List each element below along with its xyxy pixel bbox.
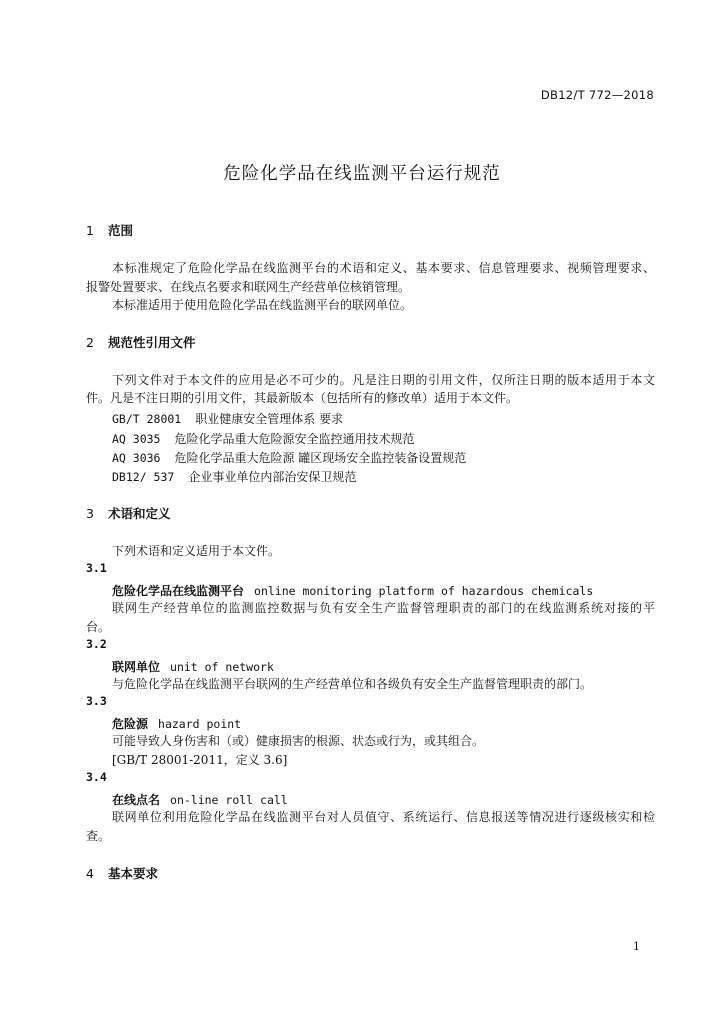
paragraph-line: 下列文件对于本文件的应用是必不可少的。凡是注日期的引用文件，仅所注日期的版本适用于本文 [112, 373, 655, 387]
paragraph-line: 下列术语和定义适用于本文件。 [112, 544, 281, 558]
section-heading-2 [86, 333, 196, 351]
paragraph-line: 本标准适用于使用危险化学品在线监测平台的联网单位。 [112, 298, 413, 312]
paragraph-line: 报警处置要求、在线点名要求和联网生产经营单位核销管理。 [86, 280, 411, 294]
term-definition: 联网单位利用危险化学品在线监测平台对人员值守、系统运行、信息报送等情况进行逐级核实和检 [112, 810, 655, 824]
section-number: 1 [86, 223, 94, 238]
term-definition: 查。 [86, 829, 111, 843]
page-number: 1 [633, 940, 640, 953]
term-name-en: on-line roll call [170, 793, 288, 807]
term-entry [112, 789, 288, 808]
reference-code: AQ 3035 [112, 432, 161, 446]
section-title: 术语和定义 [108, 506, 171, 521]
term-source: [GB/T 28001-2011，定义 3.6] [112, 753, 288, 767]
reference-title: 企业事业单位内部治安保卫规范 [188, 470, 357, 484]
section-heading-3 [86, 504, 171, 522]
reference-title: 危险化学品重大危险源安全监控通用技术规范 [174, 432, 415, 446]
term-entry [112, 713, 241, 732]
term-definition: 联网生产经营单位的监测监控数据与负有安全生产监督管理职责的部门的在线监测系统对接的平 [112, 601, 655, 615]
term-name-en: unit of network [170, 660, 274, 674]
term-name-zh: 联网单位 [112, 660, 161, 674]
paragraph-line: 件。凡是不注日期的引用文件，其最新版本（包括所有的修改单）适用于本文件。 [86, 391, 519, 405]
term-number: 3.2 [86, 637, 107, 651]
reference-code: AQ 3036 [112, 451, 161, 465]
section-heading-4 [86, 864, 158, 882]
term-entry [112, 656, 274, 675]
section-number: 2 [86, 335, 94, 350]
section-number: 4 [86, 866, 94, 881]
reference-code: DB12/ 537 [112, 470, 175, 484]
term-number: 3.3 [86, 694, 107, 708]
term-name-zh: 在线点名 [112, 793, 161, 807]
page-title: 危险化学品在线监测平台运行规范 [223, 164, 501, 184]
term-definition: 可能导致人身伤害和（或）健康损害的根源、状态或行为，或其组合。 [112, 734, 485, 748]
section-title: 规范性引用文件 [108, 335, 196, 350]
section-title: 基本要求 [108, 866, 159, 881]
term-number: 3.1 [86, 561, 107, 575]
reference-code: GB/T 28001 [112, 412, 182, 426]
term-name-zh: 危险化学品在线监测平台 [112, 584, 245, 598]
term-name-en: hazard point [158, 717, 242, 731]
doc-code: DB12/T 772—2018 [540, 88, 654, 102]
section-number: 3 [86, 506, 94, 521]
reference-title: 危险化学品重大危险源 罐区现场安全监控装备设置规范 [174, 451, 467, 465]
reference-item [112, 466, 356, 485]
section-heading-1 [86, 221, 133, 239]
term-name-zh: 危险源 [112, 717, 149, 731]
reference-title: 职业健康安全管理体系 要求 [195, 412, 344, 426]
reference-item [112, 408, 343, 427]
paragraph-line: 本标准规定了危险化学品在线监测平台的术语和定义、基本要求、信息管理要求、视频管理要求、 [112, 261, 655, 275]
reference-item [112, 447, 466, 466]
section-title: 范围 [108, 223, 134, 238]
term-name-en: online monitoring platform of hazardous chemicals [254, 584, 594, 598]
term-number: 3.4 [86, 770, 107, 784]
term-definition: 台。 [86, 620, 111, 634]
term-definition: 与危险化学品在线监测平台联网的生产经营单位和各级负有安全生产监督管理职责的部门。 [112, 677, 593, 691]
term-entry [112, 580, 593, 599]
reference-item [112, 428, 414, 447]
